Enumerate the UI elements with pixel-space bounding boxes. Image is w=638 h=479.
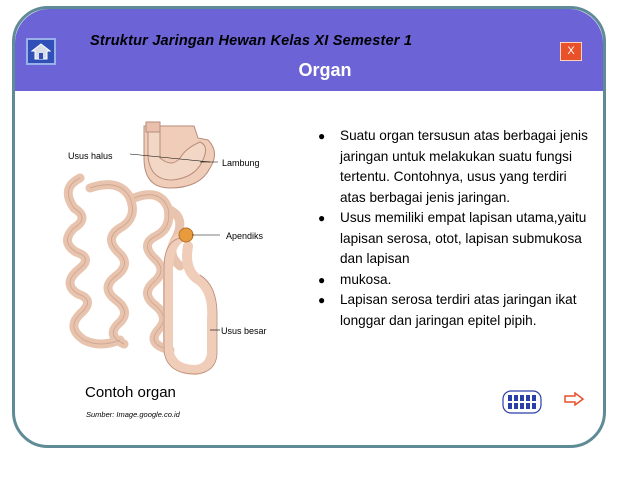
appendix: [179, 228, 193, 242]
bullet-icon: ●: [318, 129, 326, 143]
school-logo: [502, 390, 542, 414]
bullet-list: [314, 126, 594, 331]
large-intestine: [168, 236, 212, 370]
next-arrow-icon[interactable]: [564, 392, 584, 406]
label-usus-halus: Usus halus: [68, 151, 113, 161]
bullet-item: [314, 270, 594, 291]
bullet-icon: ●: [318, 211, 326, 225]
image-source: Sumber: Image.google.co.id: [86, 410, 180, 419]
bullet-text: Lapisan serosa terdiri atas jaringan ikat longgar dan jaringan epitel pipih.: [340, 292, 577, 328]
bullet-item: [314, 208, 594, 270]
figure-caption: Contoh organ: [85, 384, 176, 401]
bullet-icon: ●: [318, 293, 326, 307]
bullet-icon: ●: [318, 272, 326, 287]
bullet-text: mukosa.: [340, 271, 392, 287]
bullet-text: Usus memiliki empat lapisan utama,yaitu lapisan serosa, otot, lapisan submukosa dan lapisan: [340, 210, 587, 266]
close-button[interactable]: X: [560, 42, 582, 61]
label-lambung: Lambung: [222, 158, 260, 168]
bullet-item: [314, 126, 594, 208]
bullet-text: Suatu organ tersusun atas berbagai jenis jaringan untuk melakukan suatu fungsi tertentu. Contohnya, usus yang terdiri atas berbagai jenis jaringan.: [340, 128, 588, 205]
label-usus-besar: Usus besar: [221, 326, 267, 336]
bullet-item: [314, 290, 594, 331]
slide-title: Struktur Jaringan Hewan Kelas XI Semester 1: [90, 33, 413, 49]
home-icon: [31, 43, 51, 60]
label-apendiks: Apendiks: [226, 231, 264, 241]
slide-subtitle: Organ: [298, 60, 352, 80]
